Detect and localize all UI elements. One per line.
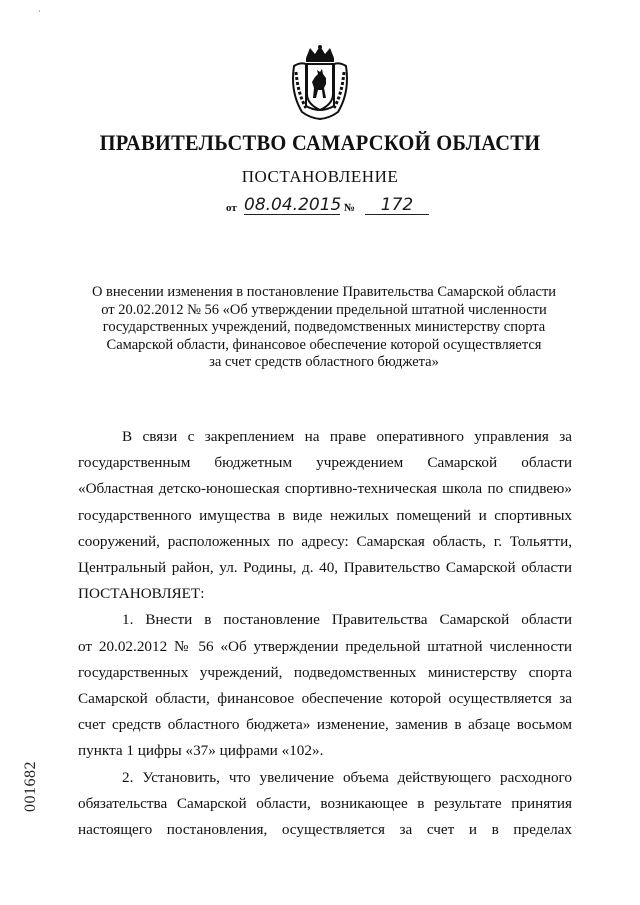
date-label: от <box>226 202 237 214</box>
document-date: 08.04.2015 <box>244 195 342 215</box>
body-line: 1. Внести в постановление Правительства Самарской области <box>122 611 572 629</box>
document-body <box>78 424 572 843</box>
paragraph-preamble <box>78 424 572 607</box>
body-line: пункта 1 цифры «37» цифрами «102». <box>78 742 324 760</box>
body-line: настоящего постановления, осуществляется за счет и в пределах <box>78 821 572 839</box>
body-line: счет средств областного бюджета» изменение, заменив в абзаце восьмом <box>78 716 572 734</box>
number-label: № <box>344 202 356 214</box>
body-line: государственным бюджетным учреждением Самарской области <box>78 454 572 472</box>
body-line: обязательства Самарской области, возникающее в результате принятия <box>78 794 572 812</box>
body-line: ПОСТАНОВЛЯЕТ: <box>78 585 205 603</box>
body-line: государственных учреждений, подведомственных министерству спорта <box>78 663 572 681</box>
margin-stamp: 001682 <box>22 761 39 812</box>
body-line: 2. Установить, что увеличение объема действующего расходного <box>122 768 572 786</box>
body-line: В связи с закреплением на праве оперативного управления за <box>122 428 572 445</box>
subject-line: за счет средств областного бюджета» <box>209 354 439 371</box>
paragraph-item-2 <box>78 765 572 844</box>
document-type: ПОСТАНОВЛЕНИЕ <box>241 167 399 186</box>
body-line: Самарской области, финансовое обеспечение которой осуществляется за <box>78 690 572 708</box>
paragraph-item-1 <box>78 607 572 764</box>
body-line: «Областная детско-юношеская спортивно-техническая школа по спидвею» <box>78 480 572 498</box>
subject-line: государственных учреждений, подведомственных министерству спорта <box>102 319 546 336</box>
body-line: Центральный район, ул. Родины, д. 40, Правительство Самарской области <box>78 559 572 577</box>
body-line: от 20.02.2012 № 56 «Об утверждении предельной штатной численности <box>78 637 572 655</box>
samara-coat-of-arms-icon <box>288 44 352 120</box>
organization-title: ПРАВИТЕЛЬСТВО САМАРСКОЙ ОБЛАСТИ <box>99 130 541 155</box>
subject-line: от 20.02.2012 № 56 «Об утверждении предельной штатной численности <box>101 301 547 318</box>
body-line: сооружений, расположенных по адресу: Самарская область, г. Тольятти, <box>78 532 572 550</box>
subject-line: О внесении изменения в постановление Правительства Самарской области <box>91 284 557 300</box>
document-reference <box>220 192 440 218</box>
document-number: 172 <box>365 196 429 215</box>
body-line: государственного имущества в виде нежилых помещений и спортивных <box>78 506 572 524</box>
scan-corner-mark: · <box>38 6 41 16</box>
document-subject <box>80 284 568 372</box>
subject-line: Самарской области, финансовое обеспечение которой осуществляется <box>106 336 542 353</box>
